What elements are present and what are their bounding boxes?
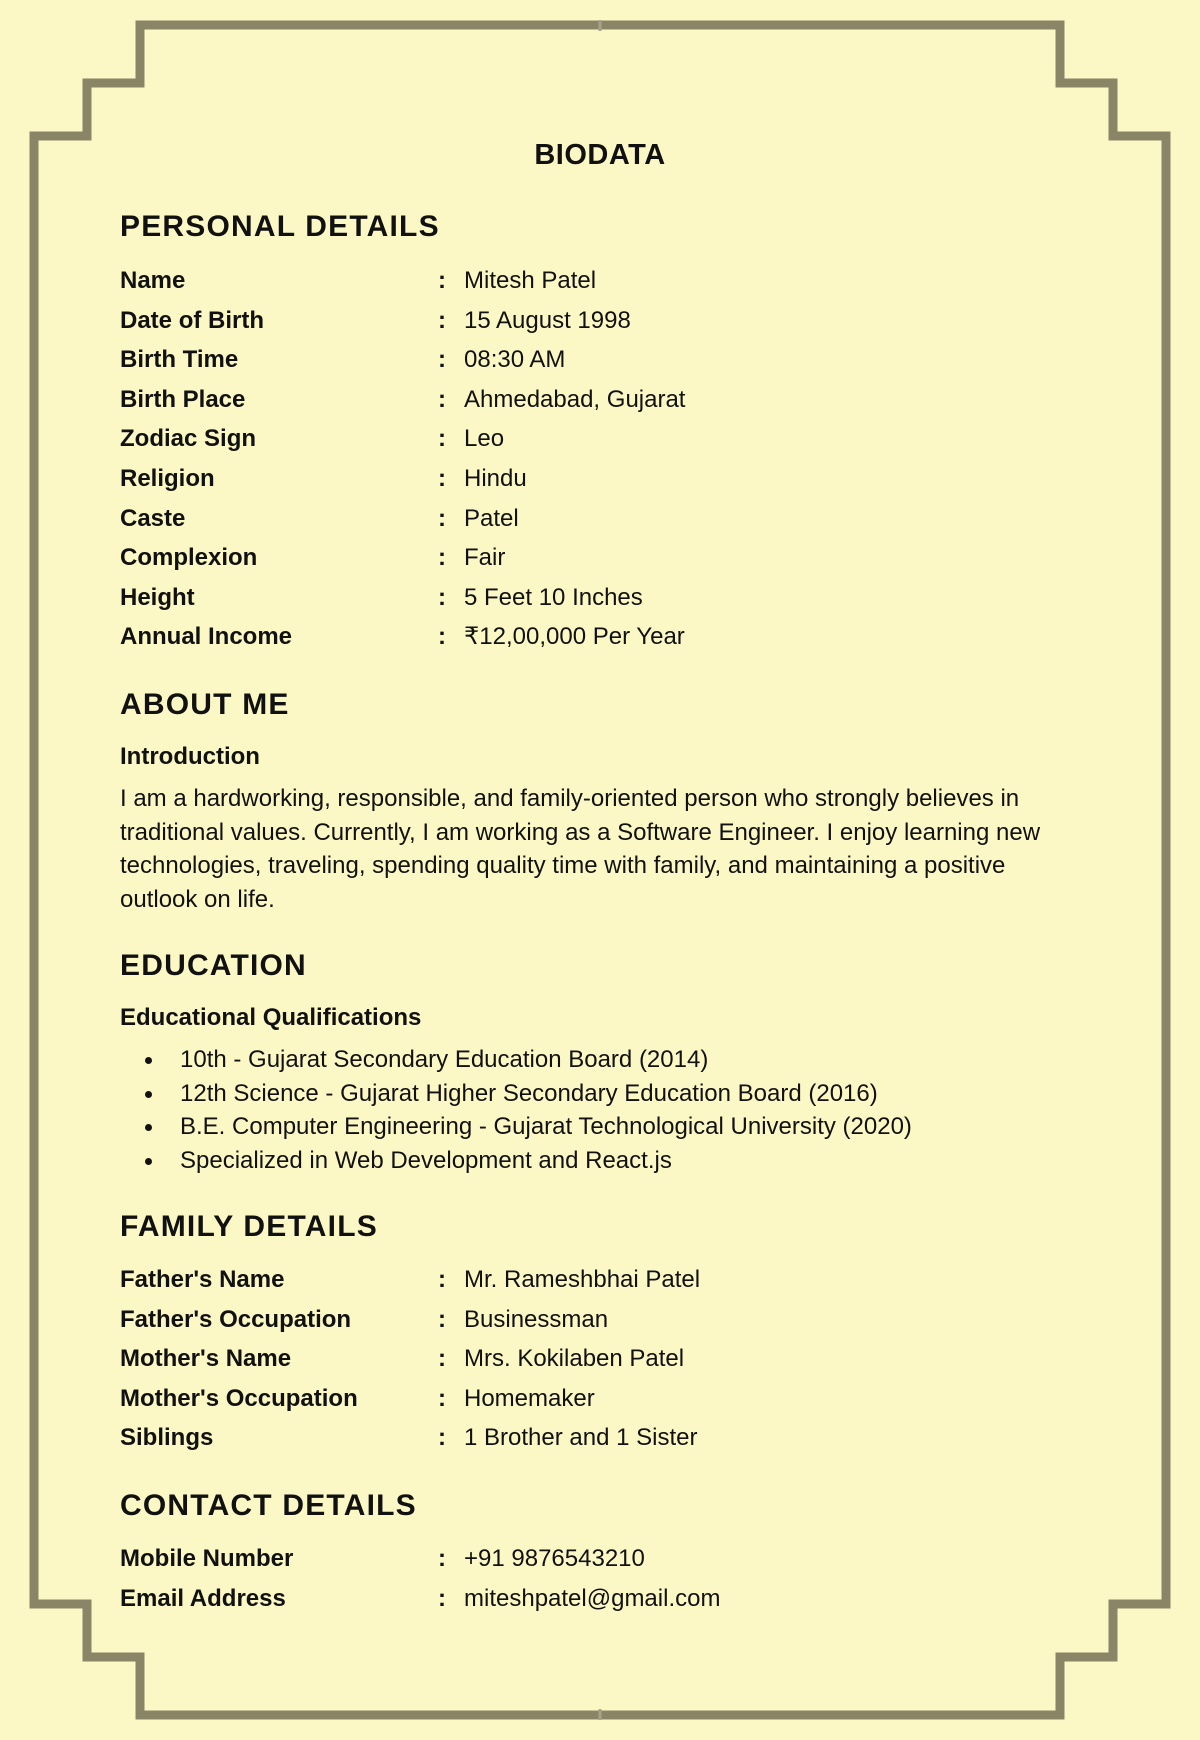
detail-value: Mr. Rameshbhai Patel	[464, 1266, 701, 1293]
detail-label: Religion	[120, 464, 215, 492]
detail-label: Name	[120, 267, 186, 294]
personal-details-list	[120, 261, 1020, 657]
detail-separator: :	[438, 385, 446, 413]
detail-value: ₹12,00,000 Per Year	[464, 623, 685, 651]
list-item	[120, 1043, 1080, 1077]
detail-label: Father's Name	[120, 1266, 285, 1293]
detail-value: Patel	[464, 504, 519, 532]
contact-details-heading: CONTACT DETAILS	[120, 1489, 417, 1522]
detail-row-date-of-birth	[120, 301, 1020, 341]
bullet-icon	[145, 1057, 152, 1064]
bullet-icon	[145, 1124, 152, 1131]
bullet-icon	[145, 1158, 152, 1165]
detail-row-siblings	[120, 1418, 1020, 1458]
detail-value: Mrs. Kokilaben Patel	[464, 1345, 685, 1373]
contact-details-list	[120, 1539, 1020, 1618]
detail-value: Leo	[464, 425, 505, 453]
introduction-subheading: Introduction	[120, 743, 260, 770]
detail-value: 1 Brother and 1 Sister	[464, 1424, 698, 1452]
detail-separator: :	[438, 267, 446, 294]
qualification-text: 12th Science - Gujarat Higher Secondary Education Board (2016)	[180, 1079, 878, 1107]
detail-label: Birth Place	[120, 385, 246, 413]
detail-separator: :	[438, 346, 446, 374]
detail-label: Siblings	[120, 1424, 214, 1452]
detail-value: Businessman	[464, 1305, 609, 1333]
about-me-heading: ABOUT ME	[120, 688, 290, 721]
family-details-list	[120, 1260, 1020, 1458]
detail-label: Father's Occupation	[120, 1305, 352, 1333]
qualification-text: 10th - Gujarat Secondary Education Board (2014)	[180, 1046, 709, 1073]
detail-row-complexion	[120, 538, 1020, 578]
qualification-text: Specialized in Web Development and React.js	[180, 1146, 672, 1174]
detail-label: Mother's Name	[120, 1345, 292, 1373]
detail-label: Mobile Number	[120, 1545, 294, 1572]
detail-row-birth-place	[120, 380, 1020, 420]
detail-label: Annual Income	[120, 623, 293, 651]
education-heading: EDUCATION	[120, 949, 307, 982]
detail-label: Zodiac Sign	[120, 425, 257, 453]
detail-separator: :	[438, 1305, 446, 1333]
detail-separator: :	[438, 623, 446, 651]
detail-row-annual-income	[120, 617, 1020, 657]
detail-row-mothers-occupation	[120, 1379, 1020, 1419]
detail-separator: :	[438, 1545, 446, 1572]
detail-row-zodiac-sign	[120, 419, 1020, 459]
list-item	[120, 1077, 1080, 1111]
detail-row-name	[120, 261, 1020, 301]
detail-row-email-address	[120, 1579, 1020, 1619]
list-item	[120, 1110, 1080, 1144]
detail-label: Complexion	[120, 544, 258, 572]
detail-label: Email Address	[120, 1584, 286, 1612]
detail-separator: :	[438, 1584, 446, 1612]
detail-label: Date of Birth	[120, 306, 264, 334]
detail-label: Birth Time	[120, 346, 239, 374]
detail-value: 15 August 1998	[464, 306, 631, 334]
detail-row-birth-time	[120, 340, 1020, 380]
detail-separator: :	[438, 583, 446, 611]
detail-separator: :	[438, 1345, 446, 1373]
biodata-document	[120, 0, 1080, 1740]
qualifications-list	[120, 1043, 1080, 1177]
detail-separator: :	[438, 464, 446, 492]
detail-separator: :	[438, 306, 446, 334]
document-title: BIODATA	[534, 139, 666, 171]
family-details-heading: FAMILY DETAILS	[120, 1210, 378, 1243]
detail-value: 5 Feet 10 Inches	[464, 583, 643, 611]
detail-separator: :	[438, 504, 446, 532]
detail-row-mothers-name	[120, 1339, 1020, 1379]
detail-separator: :	[438, 1266, 446, 1293]
detail-value: +91 9876543210	[464, 1545, 645, 1572]
detail-label: Mother's Occupation	[120, 1384, 358, 1412]
personal-details-heading: PERSONAL DETAILS	[120, 210, 440, 243]
detail-row-mobile-number	[120, 1539, 1020, 1579]
qualifications-subheading: Educational Qualifications	[120, 1004, 422, 1031]
list-item	[120, 1144, 1080, 1178]
detail-value: 08:30 AM	[464, 346, 566, 374]
detail-separator: :	[438, 1384, 446, 1412]
detail-value: Ahmedabad, Gujarat	[464, 385, 686, 413]
detail-separator: :	[438, 425, 446, 453]
detail-row-caste	[120, 499, 1020, 539]
detail-row-fathers-name	[120, 1260, 1020, 1300]
detail-row-fathers-occupation	[120, 1300, 1020, 1340]
detail-row-religion	[120, 459, 1020, 499]
detail-value: Hindu	[464, 464, 527, 492]
detail-label: Caste	[120, 504, 186, 532]
detail-value: Homemaker	[464, 1384, 595, 1412]
detail-value: Fair	[464, 544, 506, 572]
bullet-icon	[145, 1091, 152, 1098]
detail-value: miteshpatel@gmail.com	[464, 1584, 721, 1612]
introduction-text: I am a hardworking, responsible, and family-oriented person who strongly believes in traditional values. Currently, I am working as a Software Engineer. I enjoy learning new technologies, traveling, spending quality time with family, and maintaining a positive outlook on life.	[120, 785, 1041, 913]
detail-separator: :	[438, 1424, 446, 1452]
detail-row-height	[120, 578, 1020, 618]
qualification-text: B.E. Computer Engineering - Gujarat Technological University (2020)	[180, 1113, 912, 1140]
detail-separator: :	[438, 544, 446, 572]
detail-label: Height	[120, 583, 195, 611]
detail-value: Mitesh Patel	[464, 267, 597, 294]
